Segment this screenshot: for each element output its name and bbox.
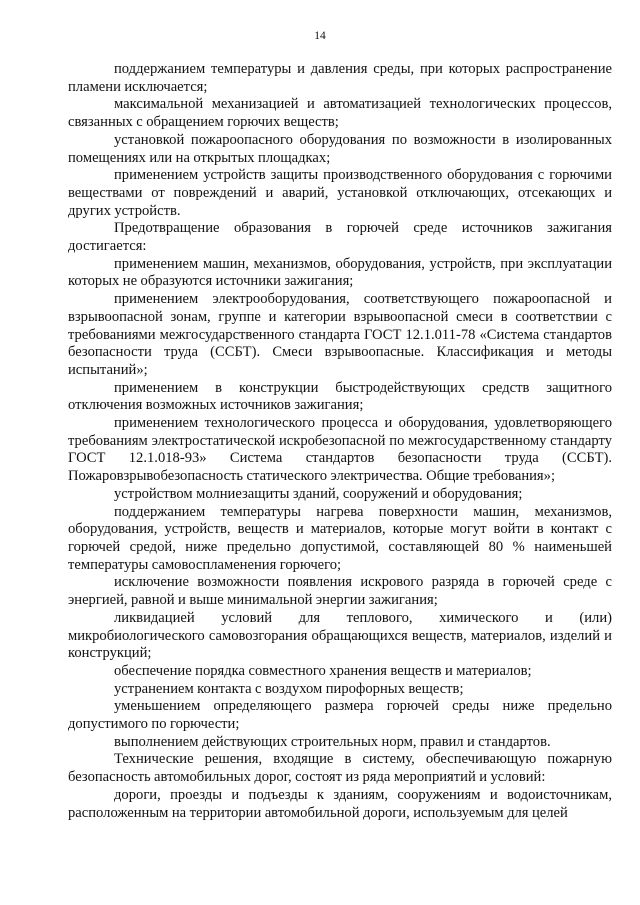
paragraph: максимальной механизацией и автоматизацией технологических процессов, связанных с обращением горючих веществ; (68, 96, 612, 131)
paragraph: обеспечение порядка совместного хранения веществ и материалов; (114, 662, 532, 679)
paragraph: поддержанием температуры и давления среды, при которых распространение пламени исключается; (68, 61, 612, 95)
paragraph: устранением контакта с воздухом пирофорных веществ; (114, 680, 464, 697)
paragraph: установкой пожароопасного оборудования по возможности в изолированных помещениях или на открытых площадках; (68, 131, 612, 166)
paragraph: Предотвращение образования в горючей среде источников зажигания достигается: (68, 220, 612, 255)
paragraph: применением машин, механизмов, оборудования, устройств, при эксплуатации которых не образуются источники зажигания; (68, 255, 612, 290)
body-text (68, 61, 612, 822)
paragraph: Технические решения, входящие в систему, обеспечивающую пожарную безопасность автомобильных дорог, состоят из ряда мероприятий и условий: (68, 751, 612, 786)
paragraph: применением в конструкции быстродействующих средств защитного отключения возможных источников зажигания; (68, 379, 612, 414)
paragraph: применением электрооборудования, соответствующего пожароопасной и взрывоопасной зонам, группе и категории взрывоопасной смеси в соответствии с требованиями межгосударственного стандарта ГОСТ 12.1.011-78 «Система стандартов безопасности труда (ССБТ). Смеси взрывоопасные. Классификация и методы испытаний»; (68, 291, 612, 378)
paragraph: применением устройств защиты производственного оборудования с горючими веществами от повреждений и аварий, установкой отключающих, отсекающих и других устройств. (68, 167, 612, 219)
paragraph: исключение возможности появления искрового разряда в горючей среде с энергией, равной и выше минимальной энергии зажигания; (68, 574, 612, 609)
page-number: 14 (314, 30, 326, 42)
paragraph: уменьшением определяющего размера горючей среды ниже предельно допустимого по горючести; (68, 698, 612, 733)
paragraph: устройством молниезащиты зданий, сооружений и оборудования; (114, 485, 523, 502)
paragraph: выполнением действующих строительных норм, правил и стандартов. (114, 733, 551, 750)
paragraph: применением технологического процесса и оборудования, удовлетворяющего требованиям электростатической искробезопасной по межгосударственному стандарту ГОСТ 12.1.018-93» Система стандартов безопасности труда (ССБТ). Пожаровзрывобезопасность статического электричества. Общие требования»; (68, 415, 612, 485)
paragraph: ликвидацией условий для теплового, химического и (или) микробиологического самовозгорания обращающихся веществ, материалов, изделий и конструкций; (68, 609, 612, 662)
paragraph: дороги, проезды и подъезды к зданиям, сооружениям и водоисточникам, расположенным на территории автомобильной дороги, используемым для целей (68, 786, 612, 821)
paragraph: поддержанием температуры нагрева поверхности машин, механизмов, оборудования, устройств, веществ и материалов, которые могут войти в контакт с горючей средой, ниже предельно допустимой, составляющей 80 % наименьшей температуры самовоспламенения горючего; (68, 503, 612, 573)
